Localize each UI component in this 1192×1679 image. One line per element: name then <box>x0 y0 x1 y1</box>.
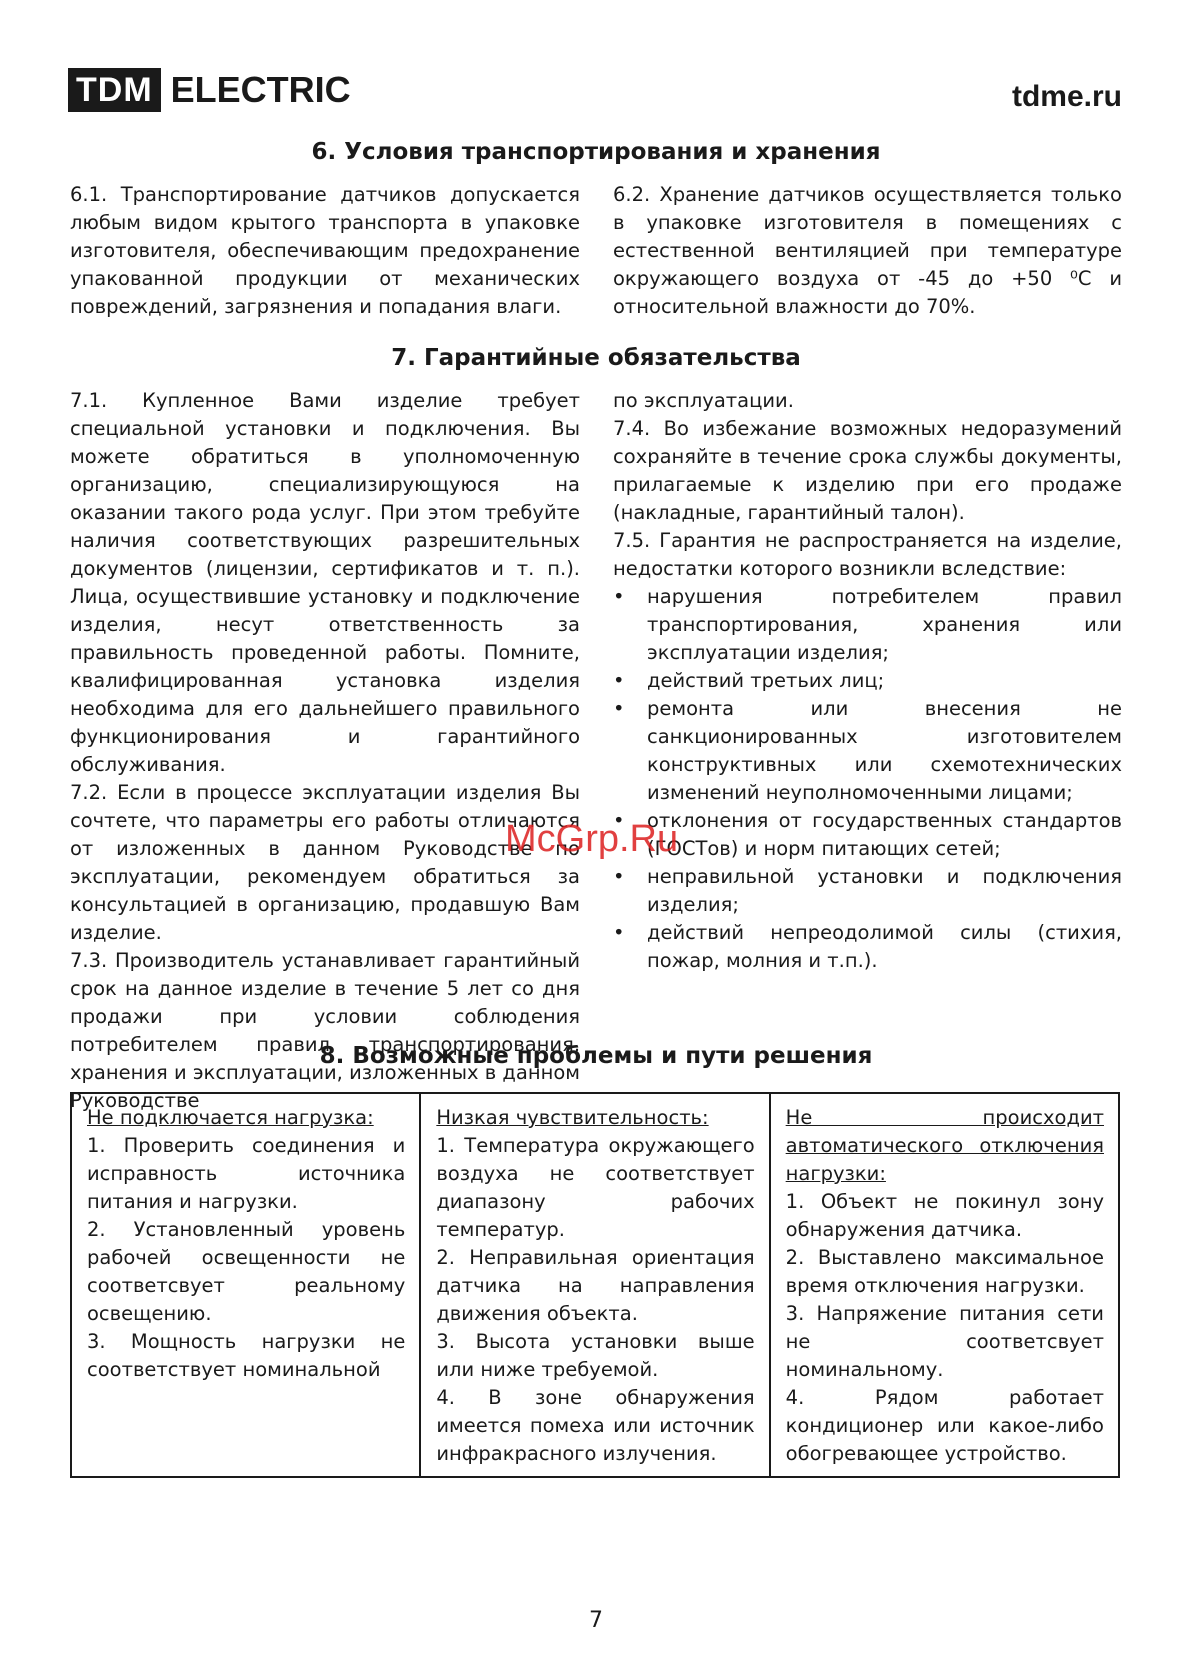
cell-item: 1. Проверить соединения и исправность источника питания и нагрузки. <box>87 1134 406 1213</box>
paragraph-7-5: 7.5. Гарантия не распространяется на изделие, недостатки которого возникли вследствие: <box>613 529 1122 580</box>
paragraph-7-3-continued: по эксплуатации. <box>613 389 794 412</box>
list-item: • ремонта или внесения не санкционированных изготовителем конструктивных или схемотехнических изменений неуполномоченными лицами; <box>613 695 1122 807</box>
logo-mark: TDM <box>68 68 161 112</box>
section-6-left-column <box>70 181 580 321</box>
watermark: McGrp.Ru <box>505 818 679 860</box>
cell-title: Низкая чувствительность: <box>436 1106 709 1129</box>
list-item: • действий третьих лиц; <box>613 667 1122 695</box>
cell-item: 2. Выставлено максимальное время отключения нагрузки. <box>785 1246 1104 1297</box>
cell-title: Не происходит автоматического отключения нагрузки: <box>785 1106 1104 1185</box>
table-cell-no-load <box>72 1094 419 1476</box>
cell-item: 3. Высота установки выше или ниже требуемой. <box>436 1330 755 1381</box>
cell-item: 3. Напряжение питания сети не соответсвует номинальному. <box>785 1302 1104 1381</box>
paragraph-7-4: 7.4. Во избежание возможных недоразумений сохраняйте в течение срока службы документы, прилагаемые к изделию при его продаже (накладные, гарантийный талон). <box>613 417 1122 524</box>
table-cell-low-sensitivity <box>419 1094 768 1476</box>
paragraph-6-2: 6.2. Хранение датчиков осуществляется только в упаковке изготовителя в помещениях с естественной вентиляцией при температуре окружающего воздуха от -45 до +50 ⁰С и относительной влажности до 70%. <box>613 183 1122 318</box>
logo-text: ELECTRIC <box>170 69 351 110</box>
section-7-left-column <box>70 387 580 1115</box>
paragraph-7-1: 7.1. Купленное Вами изделие требует специальной установки и подключения. Вы можете обратиться в уполномоченную организацию, специализирующуюся на оказании такого рода услуг. При этом требуйте наличия соответствующих разрешительных документов (лицензии, сертификатов и т. п.). Лица, осуществившие установку и подключение изделия, несут ответственность за правильность проведенной работы. Помните, квалифицированная установка изделия необходима для его дальнейшего правильного функционирования и гарантийного обслуживания. <box>70 389 580 776</box>
site-url: tdme.ru <box>1011 80 1122 113</box>
section-8-title: 8. Возможные проблемы и пути решения <box>319 1043 873 1069</box>
page-header <box>68 68 1122 118</box>
section-6-right-column <box>613 181 1122 321</box>
troubleshooting-table <box>70 1092 1120 1478</box>
brand-logo <box>68 68 351 112</box>
table-cell-no-auto-off <box>769 1094 1118 1476</box>
page-number: 7 <box>589 1608 603 1633</box>
list-item: • неправильной установки и подключения изделия; <box>613 863 1122 919</box>
paragraph-7-2: 7.2. Если в процессе эксплуатации изделия Вы сочтете, что параметры его работы отличаются от изложенных в данном Руководстве по эксплуатации, рекомендуем обратиться за консультацией в организацию, продавшую Вам изделие. <box>70 781 580 944</box>
section-6-title: 6. Условия транспортирования и хранения <box>311 139 881 165</box>
cell-item: 2. Неправильная ориентация датчика на направления движения объекта. <box>436 1246 755 1325</box>
cell-item: 2. Установленный уровень рабочей освещенности не соответсвует реальному освещению. <box>87 1218 406 1325</box>
section-7-right-column <box>613 387 1122 975</box>
cell-item: 4. В зоне обнаружения имеется помеха или источник инфракрасного излучения. <box>436 1386 755 1465</box>
list-item: • отклонения от государственных стандартов (ГОСТов) и норм питающих сетей; <box>613 807 1122 863</box>
cell-item: 1. Температура окружающего воздуха не соответствует диапазону рабочих температур. <box>436 1134 755 1241</box>
section-7-title: 7. Гарантийные обязательства <box>391 345 801 371</box>
cell-item: 1. Объект не покинул зону обнаружения датчика. <box>785 1190 1104 1241</box>
cell-title: Не подключается нагрузка: <box>87 1106 374 1129</box>
cell-item: 4. Рядом работает кондиционер или какое-либо обогревающее устройство. <box>785 1386 1104 1465</box>
list-item: • нарушения потребителем правил транспортирования, хранения или эксплуатации изделия; <box>613 583 1122 667</box>
list-item: • действий непреодолимой силы (стихия, пожар, молния и т.п.). <box>613 919 1122 975</box>
paragraph-7-3: 7.3. Производитель устанавливает гарантийный срок на данное изделие в течение 5 лет со дня продажи при условии соблюдения потребителем правил транспортирования, хранения и эксплуатации, изложенных в данном Руководстве <box>70 949 580 1112</box>
cell-item: 3. Мощность нагрузки не соответствует номинальной <box>87 1330 406 1381</box>
paragraph-6-1: 6.1. Транспортирование датчиков допускается любым видом крытого транспорта в упаковке изготовителя, обеспечивающим предохранение упакованной продукции от механических повреждений, загрязнения и попадания влаги. <box>70 183 580 318</box>
